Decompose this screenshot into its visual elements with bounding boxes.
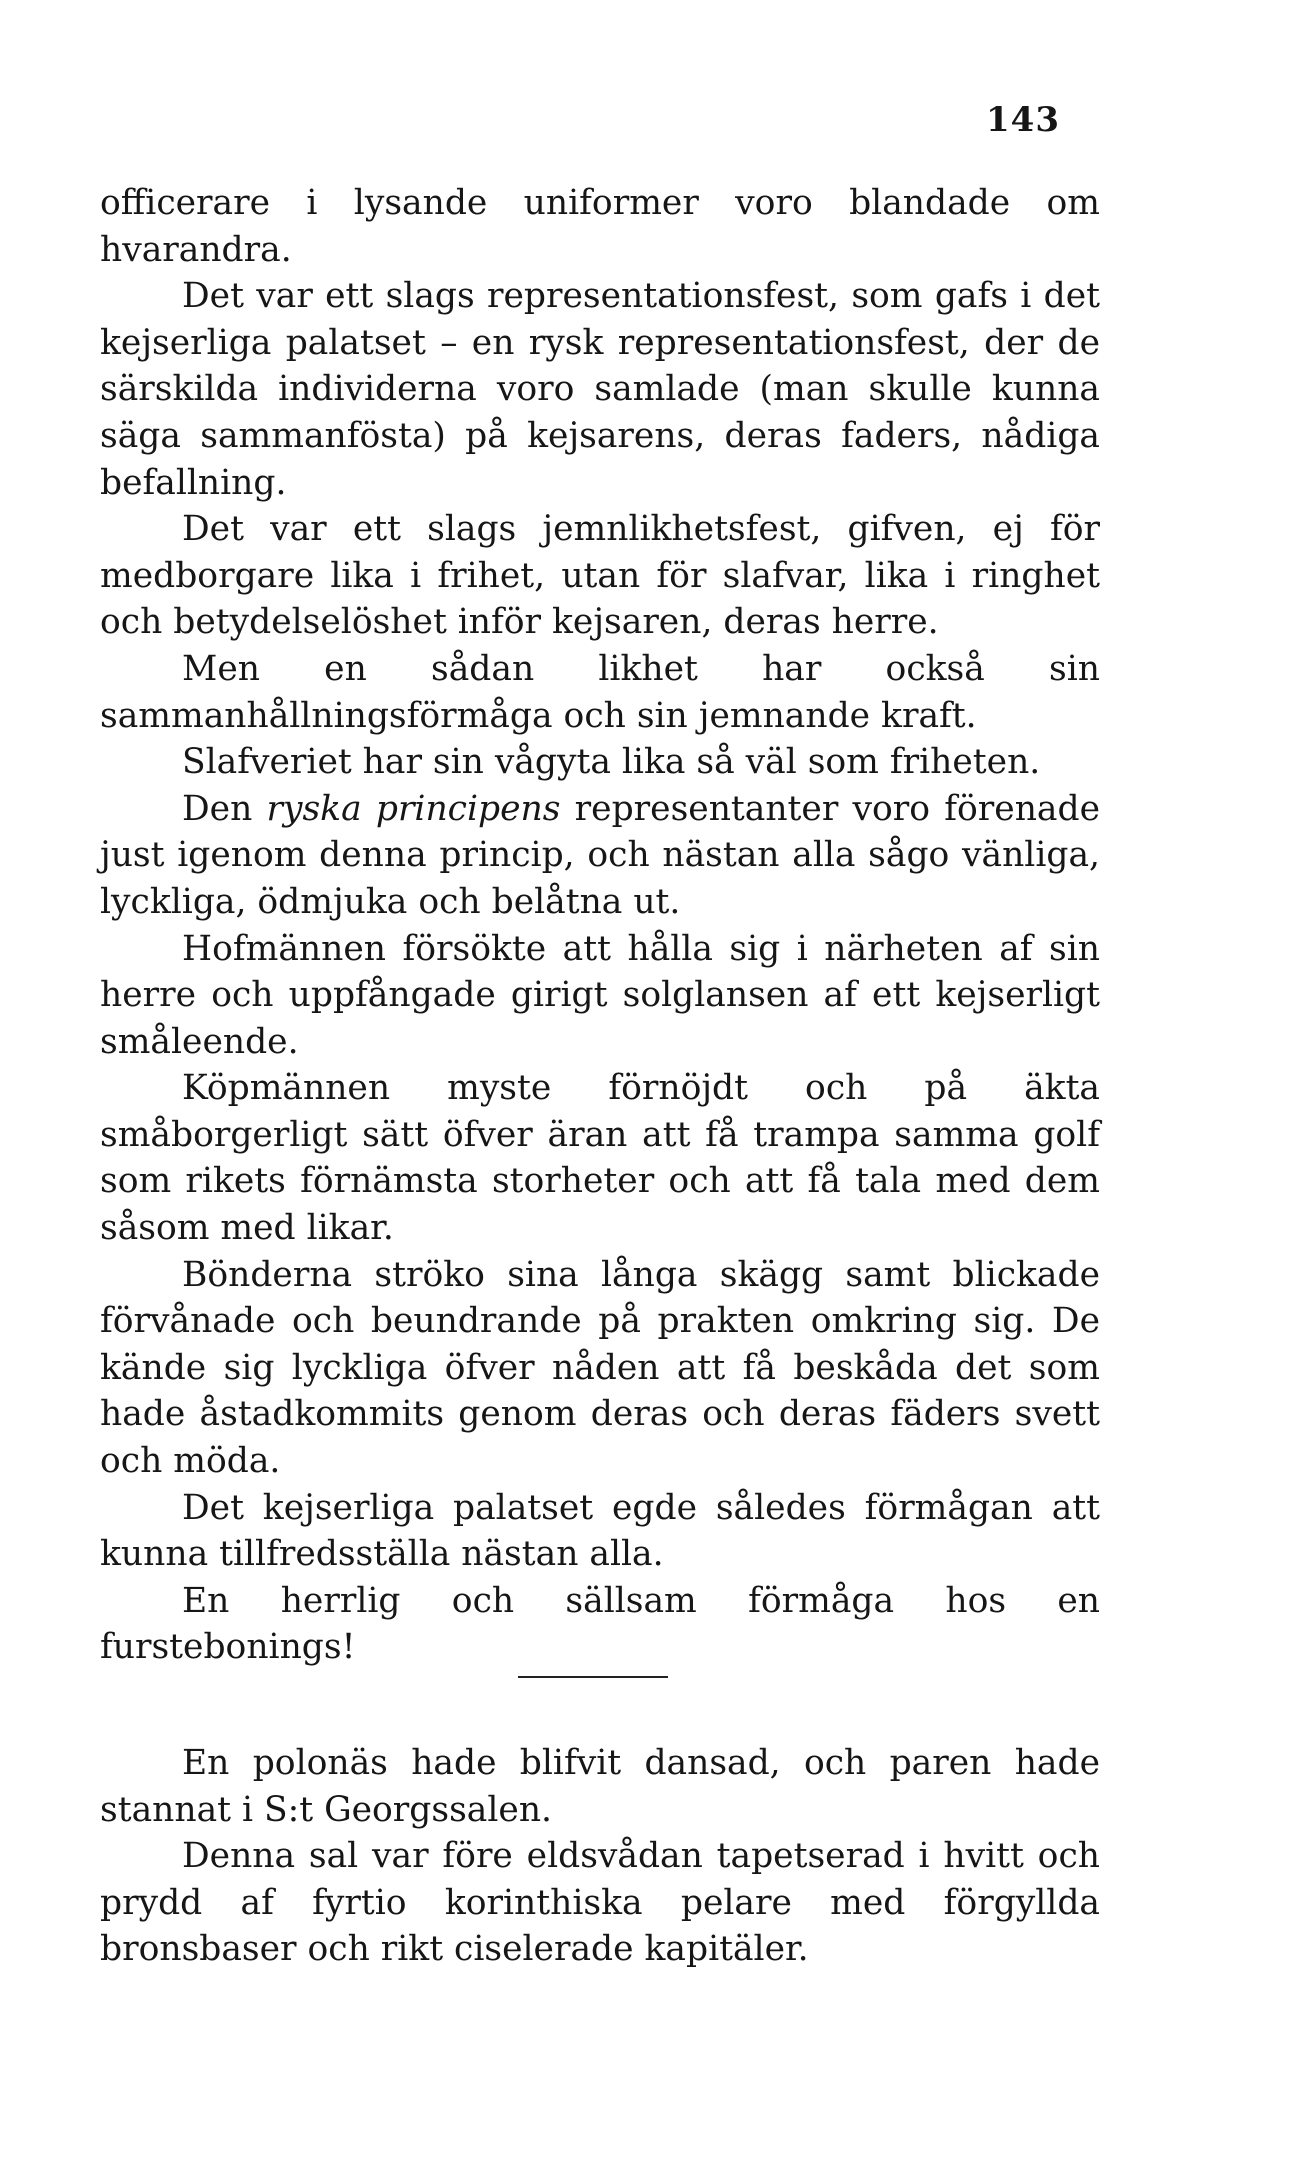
section-divider bbox=[518, 1676, 668, 1678]
paragraph: En herrlig och sällsam förmåga hos en furstebonings! bbox=[100, 1580, 1100, 1668]
paragraph: Köpmännen myste förnöjdt och på äkta småborgerligt sätt öfver äran att få trampa samma golf som rikets förnämsta storheter och att få tala med dem såsom med likar. bbox=[100, 1068, 1100, 1249]
paragraph bbox=[100, 786, 1100, 926]
paragraph: Det var ett slags jemnlikhetsfest, gifven, ej för medborgare lika i frihet, utan för slafvar, lika i ringhet och betydelselöshet inför kejsaren, deras herre. bbox=[100, 509, 1100, 643]
paragraph: Bönderna ströko sina långa skägg samt blickade förvånade och beundrande på prakten omkring sig. De kände sig lyckliga öfver nåden att få beskåda det som hade åstadkommits genom deras och deras fäders svett och möda. bbox=[100, 1254, 1100, 1482]
paragraph: officerare i lysande uniformer voro blandade om hvarandra. bbox=[100, 183, 1100, 270]
paragraph-text: Den bbox=[182, 788, 267, 829]
page-number: 143 bbox=[986, 100, 1060, 140]
paragraph: Hofmännen försökte att hålla sig i närheten af sin herre och uppfångade girigt solglansen af ett kejserligt småleende. bbox=[100, 928, 1100, 1062]
paragraph: En polonäs hade blifvit dansad, och paren hade stannat i S:t Georgssalen. bbox=[100, 1743, 1100, 1830]
paragraph: Det kejserliga palatset egde således förmågan att kunna tillfredsställa nästan alla. bbox=[100, 1487, 1100, 1575]
paragraph: Men en sådan likhet har också sin sammanhållningsförmåga och sin jemnande kraft. bbox=[100, 648, 1100, 736]
italic-phrase: ryska principens bbox=[266, 788, 561, 829]
text-block-after-rule bbox=[100, 1740, 1100, 1973]
text-block-before-rule bbox=[100, 180, 1100, 1671]
paragraph: Det var ett slags representationsfest, som gafs i det kejserliga palatset – en rysk representationsfest, der de särskilda individerna voro samlade (man skulle kunna säga sammanfösta) på kejsarens, deras faders, nådiga befallning. bbox=[100, 276, 1100, 503]
paragraph: Denna sal var före eldsvådan tapetserad i hvitt och prydd af fyrtio korinthiska pelare med förgyllda bronsbaser och rikt ciselerade kapitäler. bbox=[100, 1836, 1100, 1970]
paragraph-text: representanter voro förenade just igenom denna princip, och nästan alla sågo vänliga, lyckliga, ödmjuka och belåtna ut. bbox=[100, 788, 1100, 922]
paragraph: Slafveriet har sin vågyta lika så väl som friheten. bbox=[182, 742, 1041, 783]
